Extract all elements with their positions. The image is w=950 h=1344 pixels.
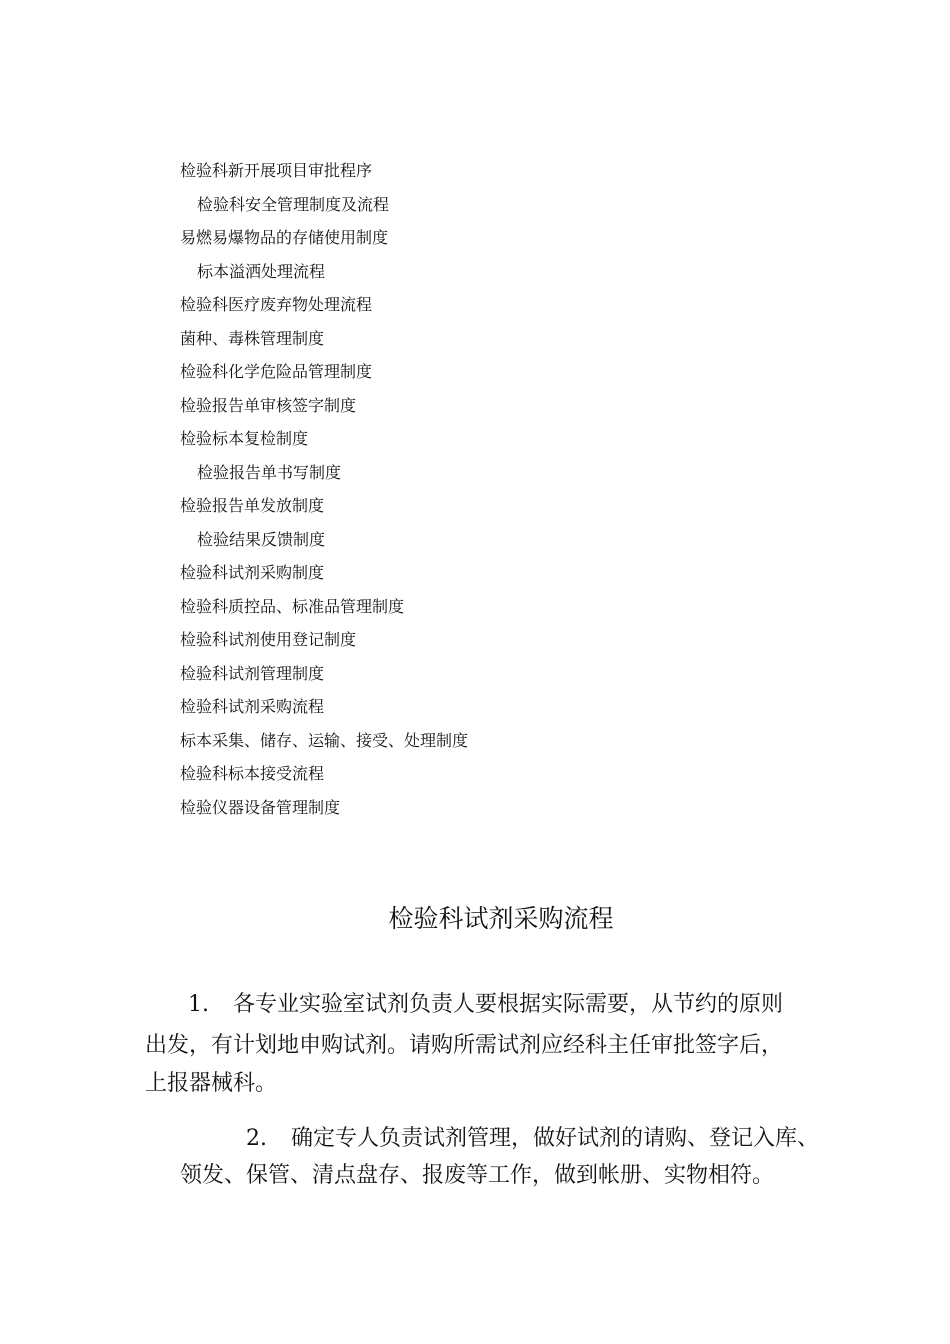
toc-item: 检验科试剂管理制度 bbox=[180, 664, 325, 683]
paragraph-text: 各专业实验室试剂负责人要根据实际需要，从节约的原则 bbox=[233, 992, 784, 1017]
paragraph-line: 领发、保管、清点盘存、报废等工作，做到帐册、实物相符。 bbox=[180, 1163, 775, 1188]
paragraph-line: 出发，有计划地申购试剂。请购所需试剂应经科主任审批签字后， bbox=[145, 1033, 784, 1058]
paragraph-number: 2. bbox=[246, 1126, 267, 1151]
toc-item: 检验标本复检制度 bbox=[180, 429, 309, 448]
toc-item: 检验报告单审核签字制度 bbox=[180, 396, 357, 415]
toc-item: 检验结果反馈制度 bbox=[197, 530, 326, 549]
toc-item: 检验科标本接受流程 bbox=[180, 764, 325, 783]
paragraph-line: 上报器械科。 bbox=[145, 1071, 278, 1096]
toc-item: 检验科试剂使用登记制度 bbox=[180, 630, 357, 649]
toc-item: 检验报告单书写制度 bbox=[197, 463, 342, 482]
toc-item: 检验报告单发放制度 bbox=[180, 496, 325, 515]
paragraph-text: 确定专人负责试剂管理，做好试剂的请购、登记入库、 bbox=[291, 1126, 820, 1151]
toc-item: 标本溢洒处理流程 bbox=[197, 262, 326, 281]
paragraph-line bbox=[246, 1124, 819, 1154]
toc-item: 检验科化学危险品管理制度 bbox=[180, 362, 373, 381]
toc-item: 检验仪器设备管理制度 bbox=[180, 798, 341, 817]
section-title: 检验科试剂采购流程 bbox=[388, 904, 614, 933]
toc-item: 检验科安全管理制度及流程 bbox=[197, 195, 390, 214]
toc-item: 检验科试剂采购流程 bbox=[180, 697, 325, 716]
paragraph-line bbox=[188, 990, 783, 1020]
toc-item: 易燃易爆物品的存储使用制度 bbox=[180, 228, 389, 247]
paragraph-number: 1. bbox=[188, 992, 209, 1017]
toc-item: 检验科质控品、标准品管理制度 bbox=[180, 597, 405, 616]
toc-item: 标本采集、储存、运输、接受、处理制度 bbox=[180, 731, 469, 750]
toc-item: 检验科医疗废弃物处理流程 bbox=[180, 295, 373, 314]
toc-item: 检验科试剂采购制度 bbox=[180, 563, 325, 582]
toc-item: 菌种、毒株管理制度 bbox=[180, 329, 325, 348]
toc-item: 检验科新开展项目审批程序 bbox=[180, 161, 373, 180]
